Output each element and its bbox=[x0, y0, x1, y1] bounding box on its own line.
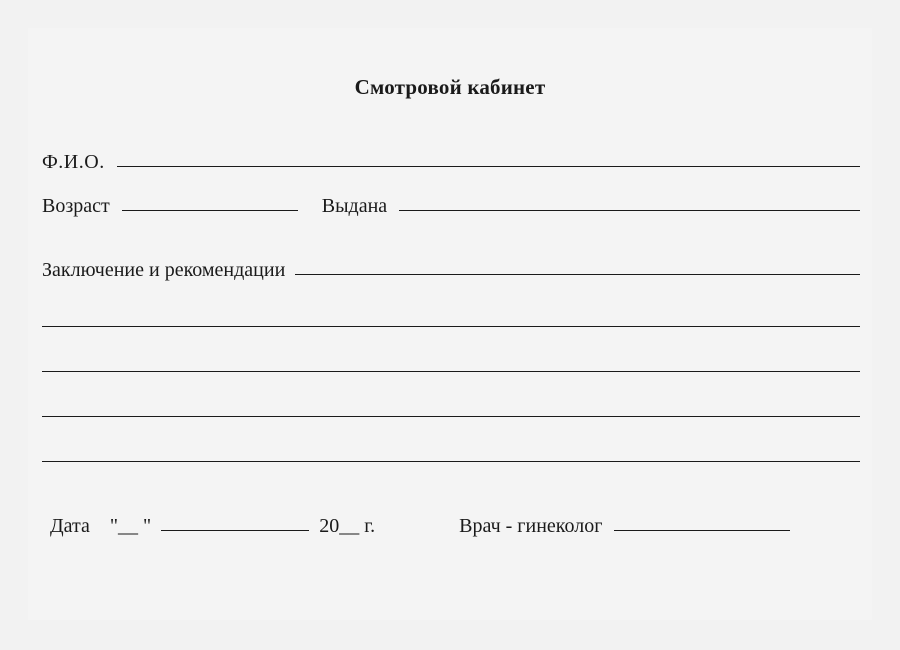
form-page bbox=[28, 28, 872, 620]
conclusion-blank-line[interactable] bbox=[42, 461, 860, 462]
age-input-line[interactable] bbox=[122, 210, 298, 211]
doctor-label: Врач - гинеколог bbox=[459, 515, 603, 537]
date-day-blank[interactable]: "__ " bbox=[109, 515, 152, 537]
doctor-signature-line[interactable] bbox=[614, 530, 790, 531]
field-row-conclusion bbox=[42, 260, 860, 280]
issued-label: Выдана bbox=[321, 195, 388, 217]
conclusion-blank-line[interactable] bbox=[42, 326, 860, 327]
date-month-line[interactable] bbox=[161, 530, 309, 531]
fio-input-line[interactable] bbox=[117, 166, 860, 167]
fio-label: Ф.И.О. bbox=[42, 151, 105, 173]
field-row-date-doctor bbox=[42, 516, 860, 536]
conclusion-blank-line[interactable] bbox=[42, 416, 860, 417]
form-body bbox=[28, 152, 872, 536]
age-label: Возраст bbox=[42, 195, 110, 217]
page-title: Смотровой кабинет bbox=[354, 75, 546, 99]
conclusion-label: Заключение и рекомендации bbox=[42, 259, 286, 281]
field-row-fio bbox=[42, 152, 860, 172]
date-year-blank[interactable]: 20__ г. bbox=[319, 515, 376, 537]
date-label: Дата bbox=[50, 515, 90, 537]
field-row-age-issued bbox=[42, 196, 860, 216]
conclusion-input-line[interactable] bbox=[295, 274, 860, 275]
conclusion-blank-line[interactable] bbox=[42, 371, 860, 372]
issued-input-line[interactable] bbox=[399, 210, 860, 211]
